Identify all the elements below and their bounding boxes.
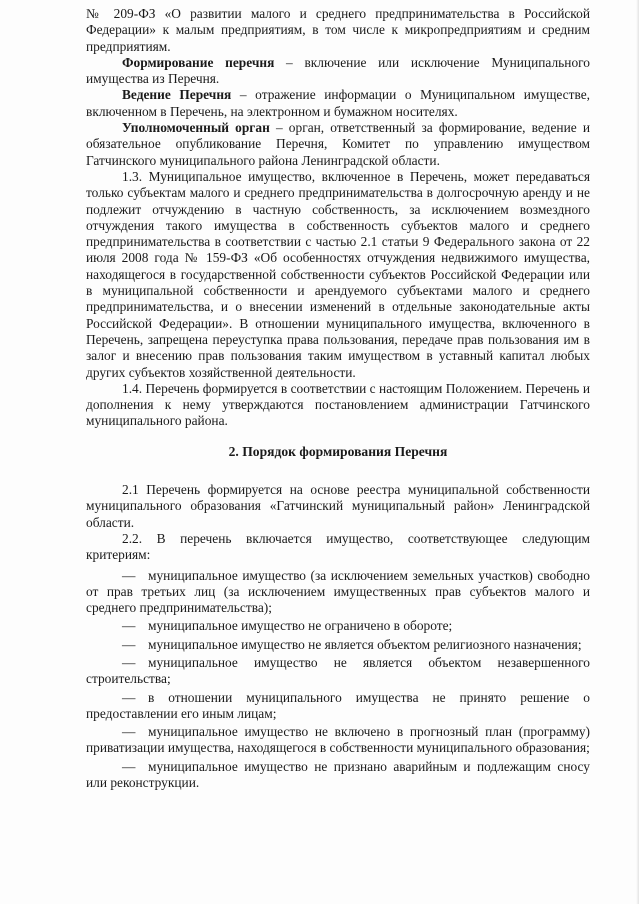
criteria-item <box>86 637 590 653</box>
paragraph-2-2: 2.2. В перечень включается имущество, соответствующее следующим критериям: <box>86 530 590 563</box>
criteria-text: муниципальное имущество не признано аварийным и подлежащим сносу или реконструкции. <box>86 758 590 791</box>
dash-bullet: — <box>122 654 136 670</box>
section-2-heading: 2. Порядок формирования Перечня <box>228 443 448 459</box>
criteria-text: муниципальное имущество не является объектом религиозного назначения; <box>148 636 582 652</box>
criteria-item <box>86 655 590 688</box>
definition-text: – включение или исключение Муниципального имущества из Перечня. <box>86 54 590 87</box>
paragraph-1-3: 1.3. Муниципальное имущество, включенное в Перечень, может передаваться только субъектам малого и среднего предпринимательства в долгосрочную аренду и не подлежит отчуждению в частную собственность, за исключением возмездного отчуждения такого имущества в собственность субъектов малого и среднего предпринимательства в соответствии с частью 2.1 статьи 9 Федерального закона от 22 июля 2008 года № 159-ФЗ «Об особенностях отчуждения недвижимого имущества, находящегося в государственной собственности субъектов Российской Федерации или в муниципальной собственности и арендуемого субъектами малого и среднего предпринимательства, и о внесении изменений в отдельные законодательные акты Российской Федерации». В отношении муниципального имущества, включенного в Перечень, запрещена переуступка права пользования, передаче прав пользования им в залог и внесению прав пользования таким имуществом в уставный капитал любых других субъектов хозяйственной деятельности. <box>86 168 590 380</box>
definition-term: Ведение Перечня <box>122 87 232 103</box>
definition-formation <box>86 55 590 88</box>
criteria-text: муниципальное имущество не ограничено в обороте; <box>148 618 453 634</box>
criteria-text: муниципальное имущество не включено в прогнозный план (программу) приватизации имущества, находящегося в собственности муниципального образования; <box>86 724 590 756</box>
criteria-item <box>86 759 590 792</box>
dash-bullet: — <box>122 689 136 705</box>
dash-bullet: — <box>122 758 136 774</box>
definition-maintenance <box>86 87 590 120</box>
dash-bullet: — <box>122 636 136 652</box>
criteria-text: муниципальное имущество не является объектом незавершенного строительства; <box>86 654 590 687</box>
document-body <box>86 6 590 793</box>
definition-authority <box>86 120 590 169</box>
dash-bullet: — <box>122 724 136 740</box>
dash-bullet: — <box>122 618 136 634</box>
criteria-item <box>86 724 590 757</box>
definition-term: Формирование перечня <box>122 54 275 70</box>
criteria-item <box>86 618 590 634</box>
dash-bullet: — <box>122 567 136 583</box>
paragraph-intro-tail: № 209-ФЗ «О развитии малого и среднего предпринимательства в Российской Федерации» к малым предприятиям, в том числе к микропредприятиям и средним предприятиям. <box>86 6 590 54</box>
definition-text: – орган, ответственный за формирование, ведение и обязательное опубликование Перечня, Комитет по управлению имуществом Гатчинского муниципального района Ленинградской области. <box>86 120 590 168</box>
criteria-text: муниципальное имущество (за исключением земельных участков) свободно от прав третьих лиц (за исключением имущественных прав субъектов малого и среднего предпринимательства); <box>86 567 590 616</box>
criteria-text: в отношении муниципального имущества не принято решение о предоставлении его иным лицам; <box>86 689 590 721</box>
criteria-item <box>86 568 590 617</box>
paragraph-2-1: 2.1 Перечень формируется на основе реестра муниципальной собственности муниципального образования «Гатчинский муниципальный район» Ленинградской области. <box>86 482 590 530</box>
paragraph-1-4: 1.4. Перечень формируется в соответствии с настоящим Положением. Перечень и дополнения к нему утверждаются постановлением администрации Гатчинского муниципального района. <box>86 380 590 429</box>
criteria-item <box>86 690 590 723</box>
definition-term: Уполномоченный орган <box>122 120 270 136</box>
definition-text: – отражение информации о Муниципальном имуществе, включенном в Перечень, на электронном и бумажном носителях. <box>86 87 590 119</box>
